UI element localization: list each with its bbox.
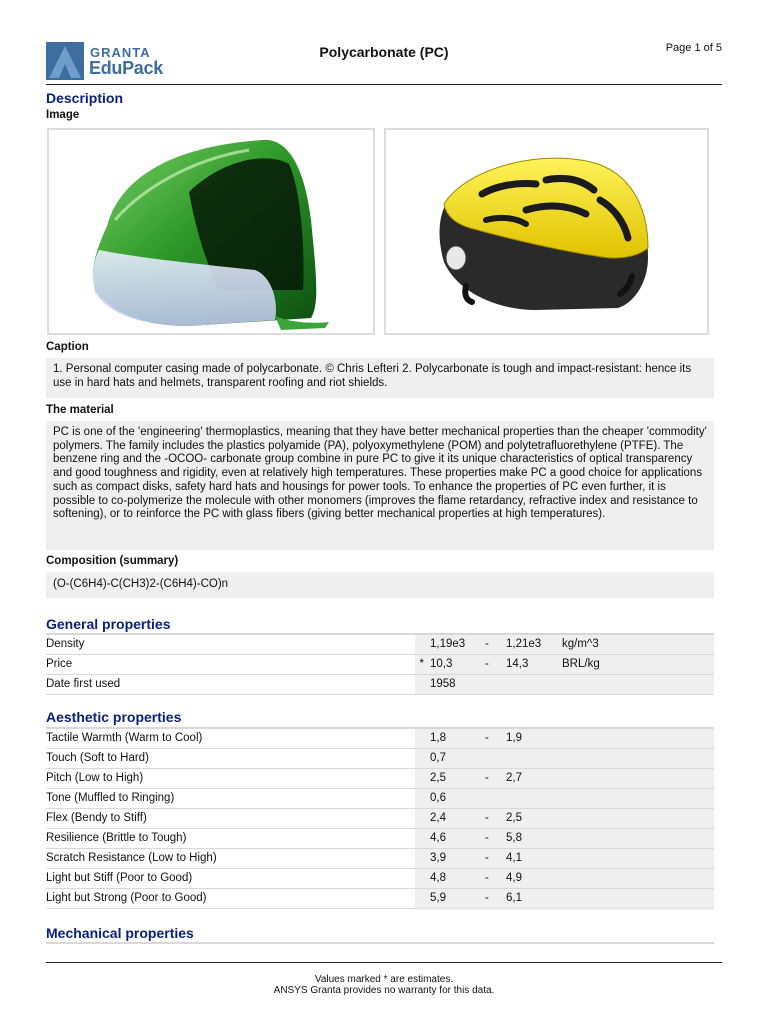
property-name: Resilience (Brittle to Tough) [46,832,187,844]
property-low-value: 5,9 [430,892,446,904]
property-low-value: 4,8 [430,872,446,884]
property-name: Light but Strong (Poor to Good) [46,892,207,904]
material-label: The material [46,404,114,416]
caption-label: Caption [46,341,89,353]
range-separator: - [485,812,489,824]
value-cell-background [415,789,714,808]
property-low-value: 10,3 [430,658,453,670]
green-computer-casing-icon [49,130,373,333]
footer-estimate-note: Values marked * are estimates. [314,974,454,985]
range-separator: - [485,638,489,650]
logo-text-granta: GRANTA [90,45,151,60]
value-cell-background [415,809,714,828]
property-row [46,635,714,655]
property-high-value: 4,1 [506,852,522,864]
section-heading-mechanical: Mechanical properties [46,925,194,941]
property-unit: kg/m^3 [562,638,599,650]
helmet-image [384,128,709,335]
section-heading-aesthetic: Aesthetic properties [46,709,182,725]
property-low-value: 1958 [430,678,456,690]
logo-text-edupack: EduPack [89,58,163,78]
property-row [46,769,714,789]
property-row [46,789,714,809]
property-name: Scratch Resistance (Low to High) [46,852,217,864]
value-cell-background [415,749,714,768]
property-name: Tactile Warmth (Warm to Cool) [46,732,203,744]
range-separator: - [485,872,489,884]
property-high-value: 4,9 [506,872,522,884]
page-number: Page 1 of 5 [665,42,722,54]
property-low-value: 1,19e3 [430,638,466,650]
property-name: Date first used [46,678,121,690]
composition-text: (O-(C6H4)-C(CH3)2-(C6H4)-CO)n [46,572,714,598]
property-low-value: 3,9 [430,852,446,864]
property-row [46,655,714,675]
general-properties-table [46,633,714,695]
property-low-value: 1,8 [430,732,446,744]
property-row [46,889,714,909]
page-header [46,40,722,85]
property-high-value: 1,21e3 [506,638,542,650]
value-cell-background [415,769,714,788]
property-low-value: 2,5 [430,772,446,784]
property-name: Light but Stiff (Poor to Good) [46,872,193,884]
property-unit: BRL/kg [562,658,600,670]
property-low-value: 0,6 [430,792,446,804]
value-cell-background [415,849,714,868]
property-name: Tone (Muffled to Ringing) [46,792,175,804]
property-row [46,729,714,749]
property-name: Touch (Soft to Hard) [46,752,149,764]
property-name: Pitch (Low to High) [46,772,144,784]
property-row [46,829,714,849]
property-low-value: 0,7 [430,752,446,764]
range-separator: - [485,852,489,864]
range-separator: - [485,892,489,904]
property-row [46,749,714,769]
property-high-value: 6,1 [506,892,522,904]
estimate-marker: * [419,658,424,670]
property-row [46,675,714,695]
range-separator: - [485,732,489,744]
page-footer [46,962,722,996]
mechanical-table-rule [46,942,714,944]
yellow-bicycle-helmet-icon [386,130,707,333]
property-name: Density [46,638,85,650]
property-high-value: 2,7 [506,772,522,784]
section-heading-general: General properties [46,616,171,632]
property-low-value: 2,4 [430,812,446,824]
value-cell-background [415,889,714,908]
range-separator: - [485,772,489,784]
computer-casing-image [47,128,375,335]
property-high-value: 5,8 [506,832,522,844]
property-row [46,869,714,889]
property-high-value: 1,9 [506,732,522,744]
image-label: Image [46,109,80,121]
caption-text: 1. Personal computer casing made of polycarbonate. © Chris Lefteri 2. Polycarbonate is tough and impact-resistant: hence its use in hard hats and helmets, transparent roofing and riot shields. [46,358,714,398]
document-title: Polycarbonate (PC) [319,44,449,60]
aesthetic-properties-table [46,727,714,909]
range-separator: - [485,832,489,844]
property-high-value: 2,5 [506,812,522,824]
range-separator: - [485,658,489,670]
property-name: Flex (Bendy to Stiff) [46,812,147,824]
value-cell-background [415,675,714,694]
property-name: Price [46,658,73,670]
composition-label: Composition (summary) [46,555,179,567]
property-row [46,849,714,869]
property-low-value: 4,6 [430,832,446,844]
material-text: PC is one of the 'engineering' thermoplastics, meaning that they have better mechanical properties than the cheaper 'commodity' polymers. The family includes the plastics polyamide (PA), polyoxymethylene (POM) and polytetrafluorethylene (PTFE). The benzene ring and the -OCOO- carbonate group combine in pure PC to give it its unique characteristics of optical transparency and good toughness and rigidity, even at relatively high temperatures. These properties make PC a good choice for applications such as compact disks, safety hard hats and housings for power tools. To enhance the properties of PC even further, it is possible to co-polymerize the molecule with other monomers (improves the flame retardancy, refractive index and resistance to softening), or to reinforce the PC with glass fibers (giving better mechanical properties at high temperatures). [46,421,714,550]
property-row [46,809,714,829]
value-cell-background [415,869,714,888]
value-cell-background [415,829,714,848]
property-high-value: 14,3 [506,658,529,670]
section-heading-description: Description [46,90,124,106]
footer-warranty-note: ANSYS Granta provides no warranty for this data. [273,985,495,996]
value-cell-background [415,729,714,748]
